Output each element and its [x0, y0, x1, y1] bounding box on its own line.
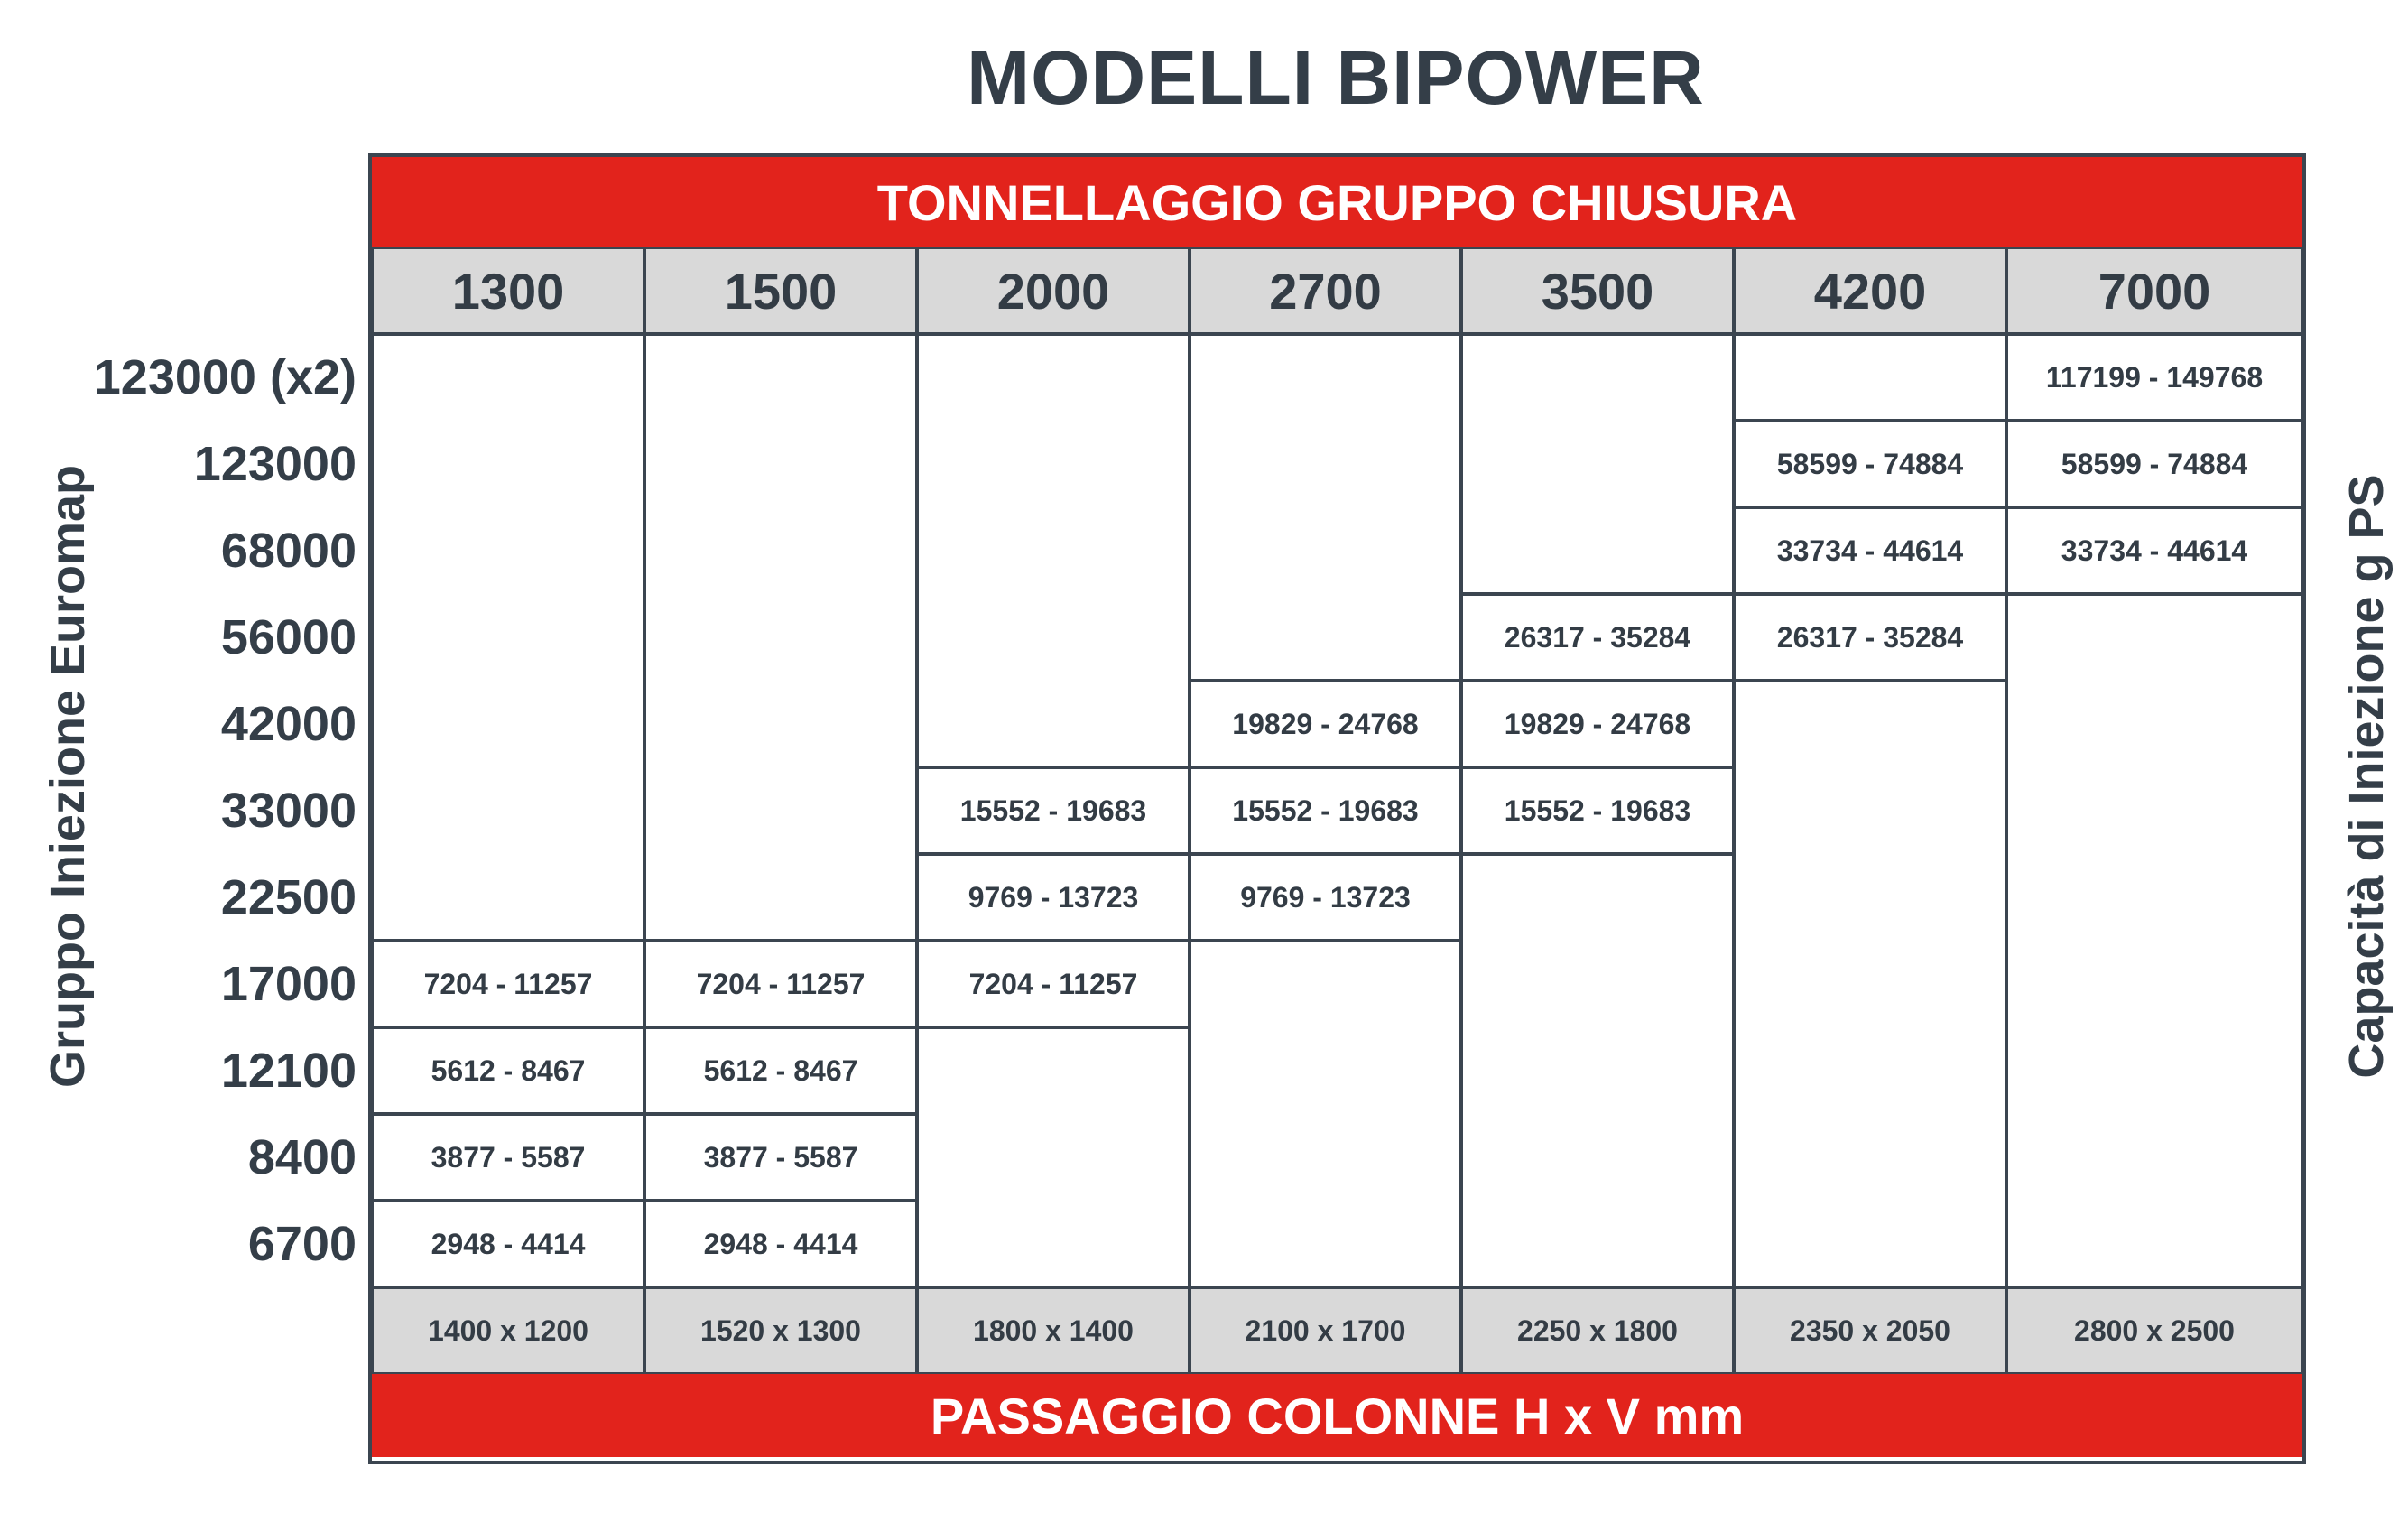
capacity-cell: 117199 - 149768	[2006, 334, 2302, 421]
header-band: TONNELLAGGIO GRUPPO CHIUSURA	[372, 157, 2302, 247]
capacity-cell: 15552 - 19683	[1461, 767, 1734, 854]
empty-cell	[1734, 334, 2006, 421]
row-label: 17000	[220, 957, 357, 1011]
capacity-cell: 3877 - 5587	[644, 1114, 917, 1201]
capacity-cell: 58599 - 74884	[2006, 421, 2302, 507]
capacity-cell: 5612 - 8467	[372, 1027, 644, 1114]
models-table	[372, 157, 2302, 1457]
row-label: 123000 (x2)	[93, 350, 357, 404]
column-header: 1300	[372, 247, 644, 334]
page-title: MODELLI BIPOWER	[967, 35, 1705, 120]
empty-cell	[2006, 594, 2302, 1287]
tie-bar-spacing-cell: 1520 x 1300	[644, 1287, 917, 1374]
capacity-cell: 9769 - 13723	[917, 854, 1190, 941]
column-header: 1500	[644, 247, 917, 334]
empty-cell	[644, 334, 917, 941]
capacity-cell: 3877 - 5587	[372, 1114, 644, 1201]
capacity-cell: 58599 - 74884	[1734, 421, 2006, 507]
column-header: 2700	[1190, 247, 1461, 334]
row-label: 123000	[193, 437, 357, 491]
footer-band: PASSAGGIO COLONNE H x V mm	[372, 1374, 2302, 1457]
empty-cell	[1461, 334, 1734, 594]
empty-cell	[917, 1027, 1190, 1287]
capacity-cell: 33734 - 44614	[1734, 507, 2006, 594]
row-label: 56000	[220, 610, 357, 664]
empty-cell	[1734, 681, 2006, 1287]
capacity-cell: 9769 - 13723	[1190, 854, 1461, 941]
capacity-cell: 15552 - 19683	[917, 767, 1190, 854]
row-label: 33000	[220, 784, 357, 838]
row-label: 6700	[247, 1217, 357, 1271]
tie-bar-spacing-cell: 2350 x 2050	[1734, 1287, 2006, 1374]
capacity-cell: 5612 - 8467	[644, 1027, 917, 1114]
tie-bar-spacing-cell: 1800 x 1400	[917, 1287, 1190, 1374]
tie-bar-spacing-cell: 2250 x 1800	[1461, 1287, 1734, 1374]
capacity-cell: 26317 - 35284	[1461, 594, 1734, 681]
capacity-cell: 7204 - 11257	[917, 941, 1190, 1027]
row-label: 22500	[220, 870, 357, 924]
row-label: 68000	[220, 524, 357, 578]
column-header: 4200	[1734, 247, 2006, 334]
capacity-cell: 19829 - 24768	[1461, 681, 1734, 767]
tie-bar-spacing-cell: 1400 x 1200	[372, 1287, 644, 1374]
column-header: 7000	[2006, 247, 2302, 334]
row-label: 8400	[247, 1130, 357, 1184]
row-label: 12100	[220, 1044, 357, 1098]
column-header: 3500	[1461, 247, 1734, 334]
capacity-cell: 7204 - 11257	[644, 941, 917, 1027]
tie-bar-spacing-cell: 2800 x 2500	[2006, 1287, 2302, 1374]
capacity-cell: 2948 - 4414	[372, 1201, 644, 1287]
tie-bar-spacing-cell: 2100 x 1700	[1190, 1287, 1461, 1374]
capacity-cell: 7204 - 11257	[372, 941, 644, 1027]
capacity-cell: 33734 - 44614	[2006, 507, 2302, 594]
empty-cell	[372, 334, 644, 941]
row-label: 42000	[220, 697, 357, 751]
empty-cell	[1190, 941, 1461, 1287]
capacity-cell: 19829 - 24768	[1190, 681, 1461, 767]
capacity-cell: 2948 - 4414	[644, 1201, 917, 1287]
right-axis-label: Capacità di Iniezione g PS	[2339, 474, 2394, 1079]
empty-cell	[1190, 334, 1461, 681]
left-axis-label: Gruppo Iniezione Euromap	[41, 464, 95, 1089]
empty-cell	[917, 334, 1190, 767]
empty-cell	[1461, 854, 1734, 1287]
capacity-cell: 26317 - 35284	[1734, 594, 2006, 681]
capacity-cell: 15552 - 19683	[1190, 767, 1461, 854]
column-header: 2000	[917, 247, 1190, 334]
